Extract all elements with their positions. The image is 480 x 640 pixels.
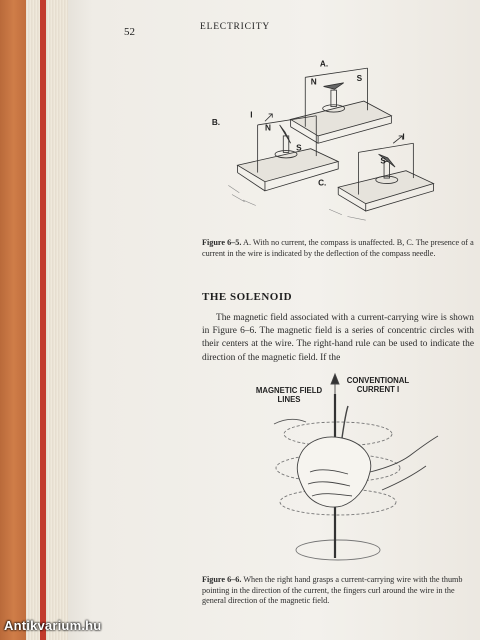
figure-6-5-caption-text: A. With no current, the compass is unaffected. B, C. The presence of a current in the wire is indicated by the deflection of the compass needle. — [202, 238, 474, 258]
figure-6-5-illustration — [210, 40, 450, 230]
label-n-a: N — [310, 77, 317, 87]
section-heading: THE SOLENOID — [202, 291, 293, 303]
label-a: A. — [319, 59, 329, 69]
body-paragraph: The magnetic field associated with a current-carrying wire is shown in Figure 6–6. The magnetic field is a series of concentric circles with their centers at the wire. The right-hand rule can be used to indicate the direction of the magnetic field. If the — [202, 313, 474, 363]
magnetic-field-lines-label: MAGNETIC FIELD LINES — [255, 386, 323, 404]
figure-6-6-caption-text: When the right hand grasps a current-carrying wire with the thumb pointing in the direction of the current, the fingers curl around the wire in the general direction of the magnetic field. — [202, 575, 463, 605]
figure-6-6-caption-label: Figure 6–6. — [202, 575, 242, 584]
label-s-b: S — [296, 143, 302, 153]
label-n-b: N — [264, 123, 271, 133]
page-number: 52 — [124, 26, 135, 38]
figure-6-5-caption-label: Figure 6–5. — [202, 238, 242, 247]
label-b: B. — [211, 117, 221, 127]
label-i-b: I — [250, 110, 253, 120]
page-stack-edge — [26, 0, 70, 640]
watermark-logo: Antikvarium.hu — [4, 618, 102, 633]
running-head: ELECTRICITY — [200, 22, 271, 32]
label-s-a: S — [356, 73, 363, 83]
figure-6-6-caption — [202, 575, 474, 607]
red-binding-strip — [40, 0, 46, 640]
conventional-current-label: CONVENTIONAL CURRENT I — [346, 376, 410, 394]
label-c: C. — [318, 178, 327, 188]
label-s-c: S — [380, 156, 386, 166]
label-i-c: I — [402, 132, 405, 142]
figure-6-5-caption — [202, 238, 474, 259]
